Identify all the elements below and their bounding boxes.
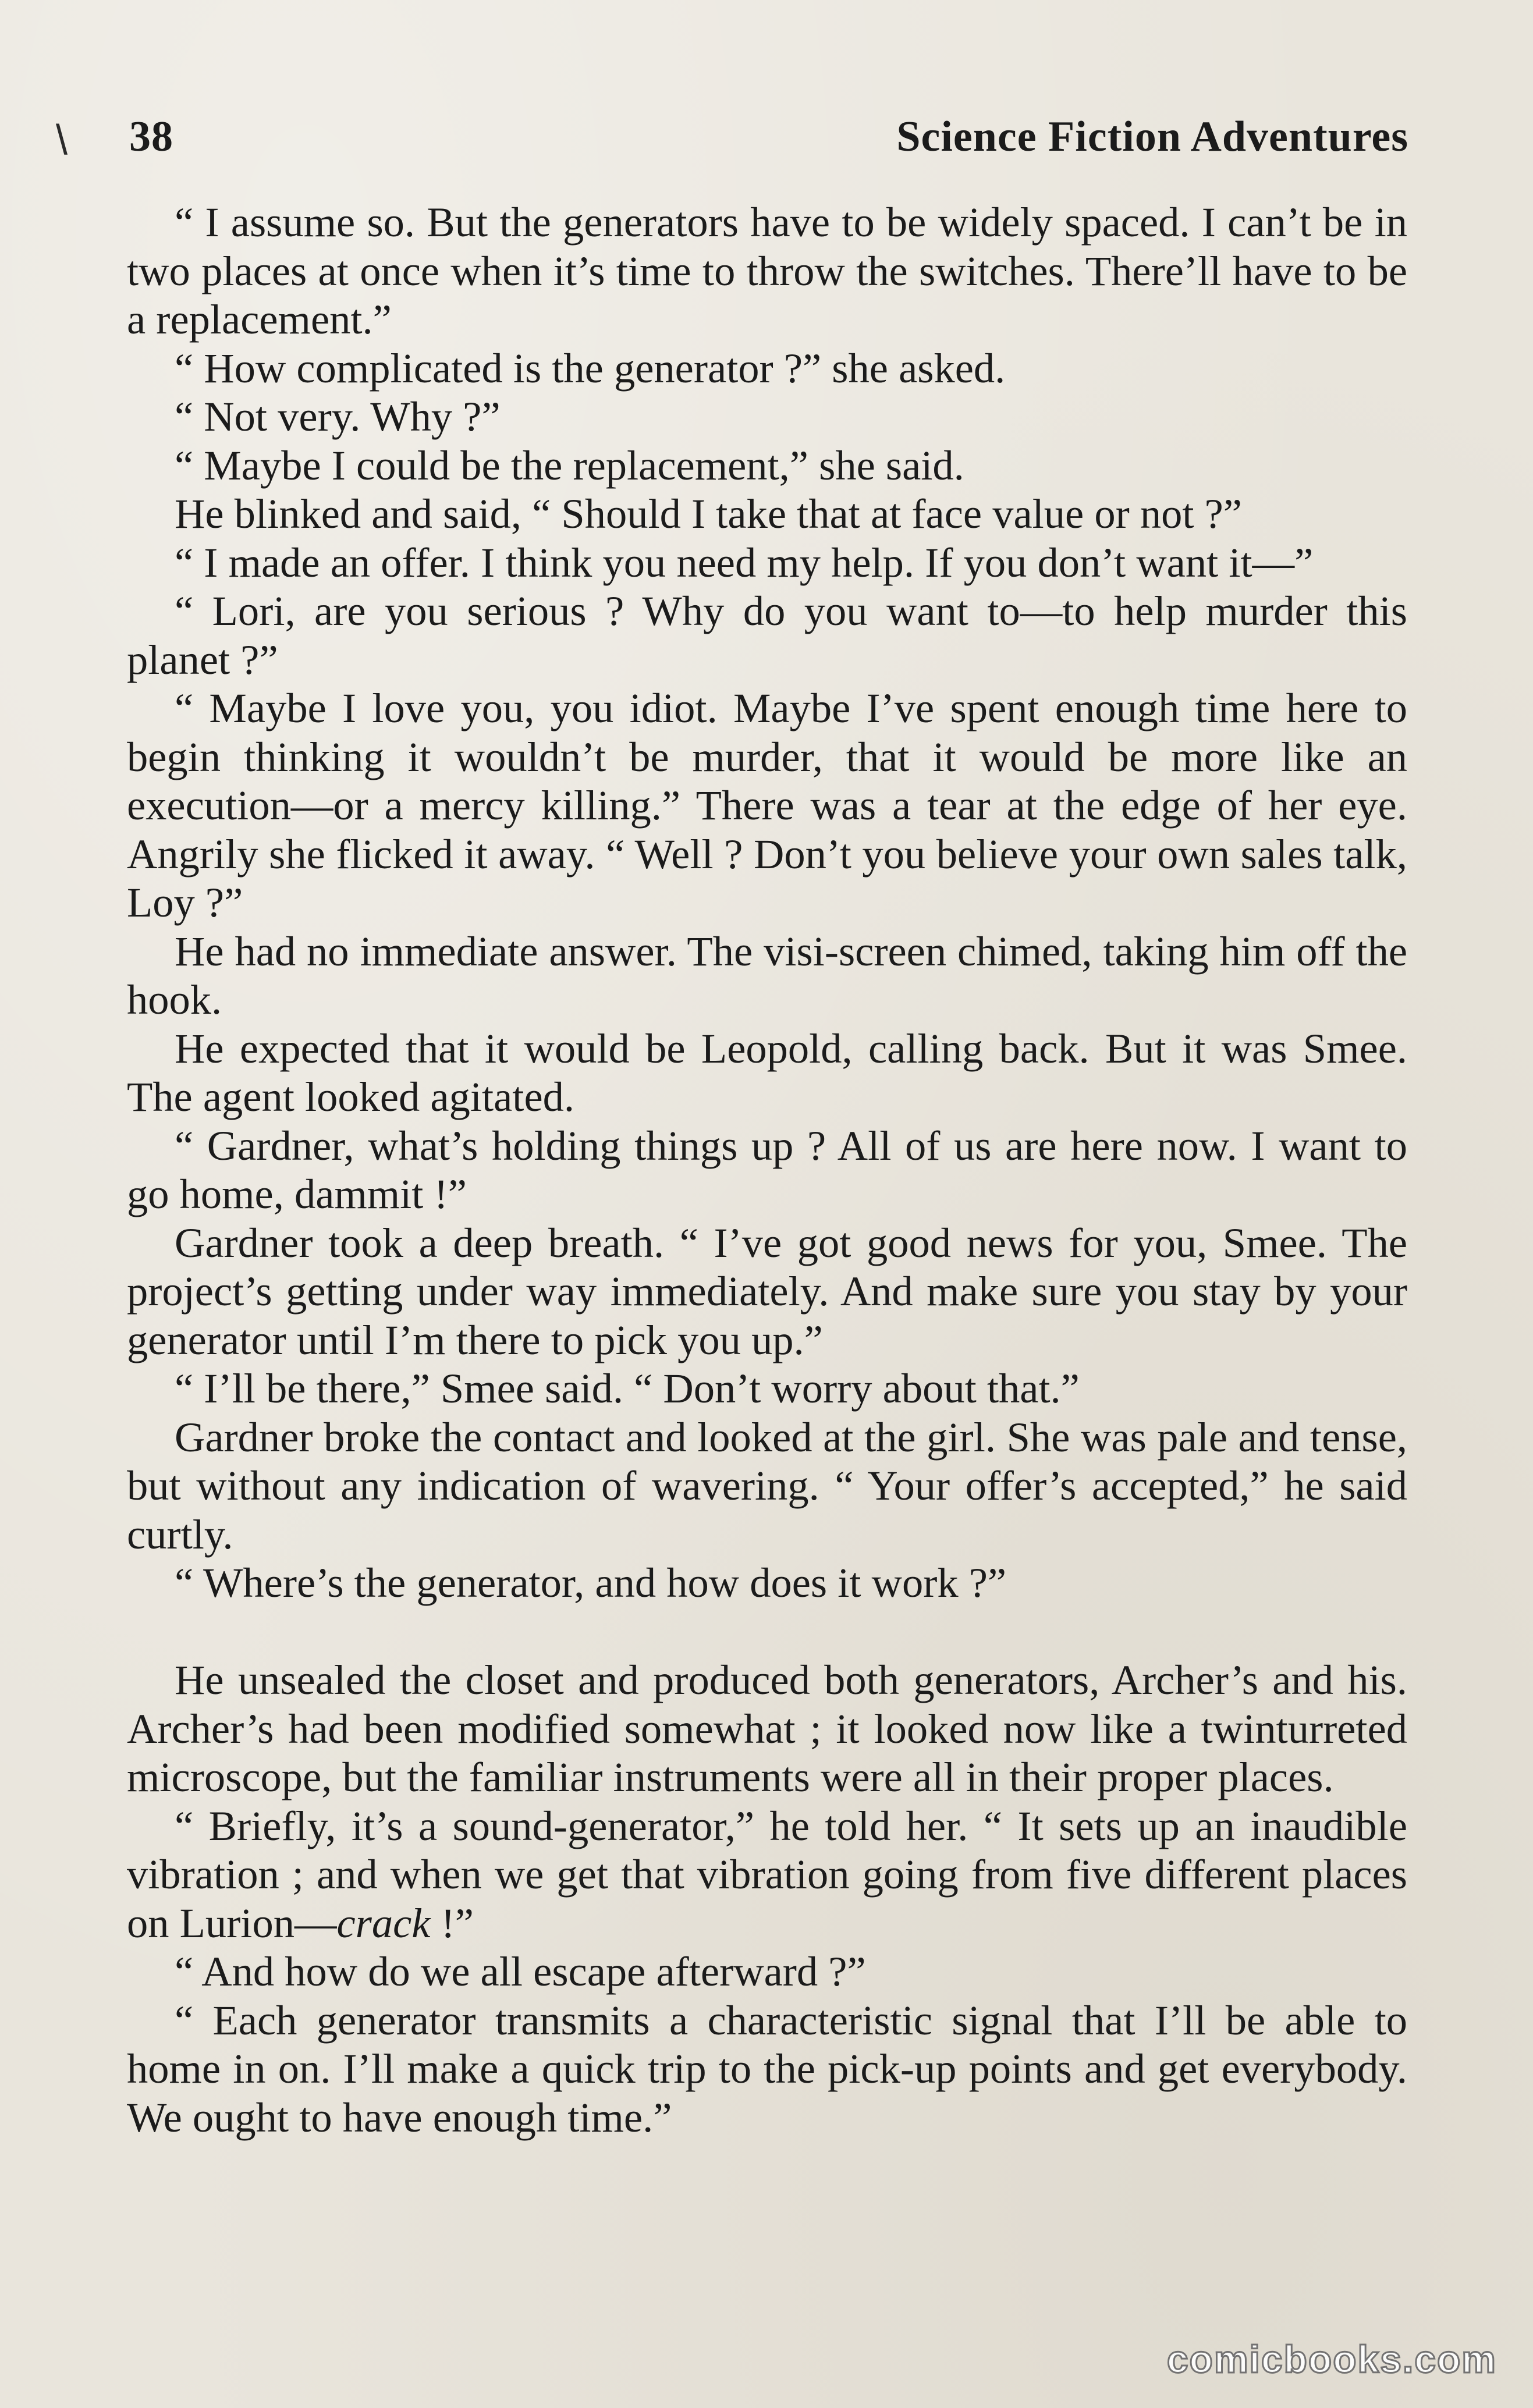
paragraph: “ How complicated is the generator ?” she asked.	[175, 344, 1006, 392]
italic-word: crack	[336, 1899, 431, 1947]
paragraph-text: !”	[430, 1899, 474, 1947]
paragraph: “ Where’s the generator, and how does it work ?”	[175, 1559, 1007, 1606]
paragraph: He unsealed the closet and produced both generators, Archer’s and his. Archer’s had been modified somewhat ; it looked now like a twinturreted microscope, but the familiar instruments were all in their proper places.	[127, 1656, 1407, 1800]
paragraph: He blinked and said, “ Should I take that at face value or not ?”	[175, 490, 1242, 537]
running-title: Science Fiction Adventures	[896, 112, 1408, 161]
story-text	[127, 198, 1407, 2141]
paragraph: “ Maybe I love you, you idiot. Maybe I’ve spent enough time here to begin thinking it wouldn’t be murder, that it would be more like an execution—or a mercy killing.” There was a tear at the edge of her eye. Angrily she flicked it away. “ Well ? Don’t you believe your own sales talk, Loy ?”	[127, 684, 1407, 926]
paragraph: Gardner took a deep breath. “ I’ve got good news for you, Smee. The project’s getting under way immediately. And make sure you stay by your generator until I’m there to pick you up.”	[127, 1219, 1407, 1363]
paragraph: He expected that it would be Leopold, calling back. But it was Smee. The agent looked agitated.	[127, 1024, 1407, 1120]
section-break	[127, 1607, 1407, 1656]
paragraph-text: “ Briefly, it’s a sound-generator,” he told her. “ It sets up an inaudible vibration ; and when we get that vibration going from five different places on Lurion—	[127, 1802, 1407, 1947]
corner-mark: \	[56, 117, 68, 164]
paragraph: “ Maybe I could be the replacement,” she said.	[175, 441, 964, 489]
paragraph	[127, 1802, 1407, 1948]
paragraph: He had no immediate answer. The visi-screen chimed, taking him off the hook.	[127, 927, 1407, 1023]
paragraph: “ I’ll be there,” Smee said. “ Don’t worry about that.”	[175, 1365, 1080, 1412]
paragraph: “ I assume so. But the generators have to be widely spaced. I can’t be in two places at once when it’s time to throw the switches. There’ll have to be a replacement.”	[127, 198, 1407, 343]
paragraph: “ Gardner, what’s holding things up ? All of us are here now. I want to go home, dammit !”	[127, 1121, 1407, 1217]
paragraph: “ Not very. Why ?”	[175, 393, 501, 440]
page-number: 38	[129, 112, 173, 161]
watermark-logo: comicbooks.com	[1166, 2338, 1497, 2381]
paragraph: Gardner broke the contact and looked at the girl. She was pale and tense, but without any indication of wavering. “ Your offer’s accepted,” he said curtly.	[127, 1413, 1407, 1558]
paragraph: “ I made an offer. I think you need my help. If you don’t want it—”	[175, 538, 1314, 586]
page-header	[129, 105, 1408, 169]
paragraph: “ And how do we all escape afterward ?”	[175, 1948, 866, 1995]
paragraph: “ Each generator transmits a characteristic signal that I’ll be able to home in on. I’ll make a quick trip to the pick-up points and get everybody. We ought to have enough time.”	[127, 1996, 1407, 2141]
paragraph: “ Lori, are you serious ? Why do you want to—to help murder this planet ?”	[127, 587, 1407, 683]
